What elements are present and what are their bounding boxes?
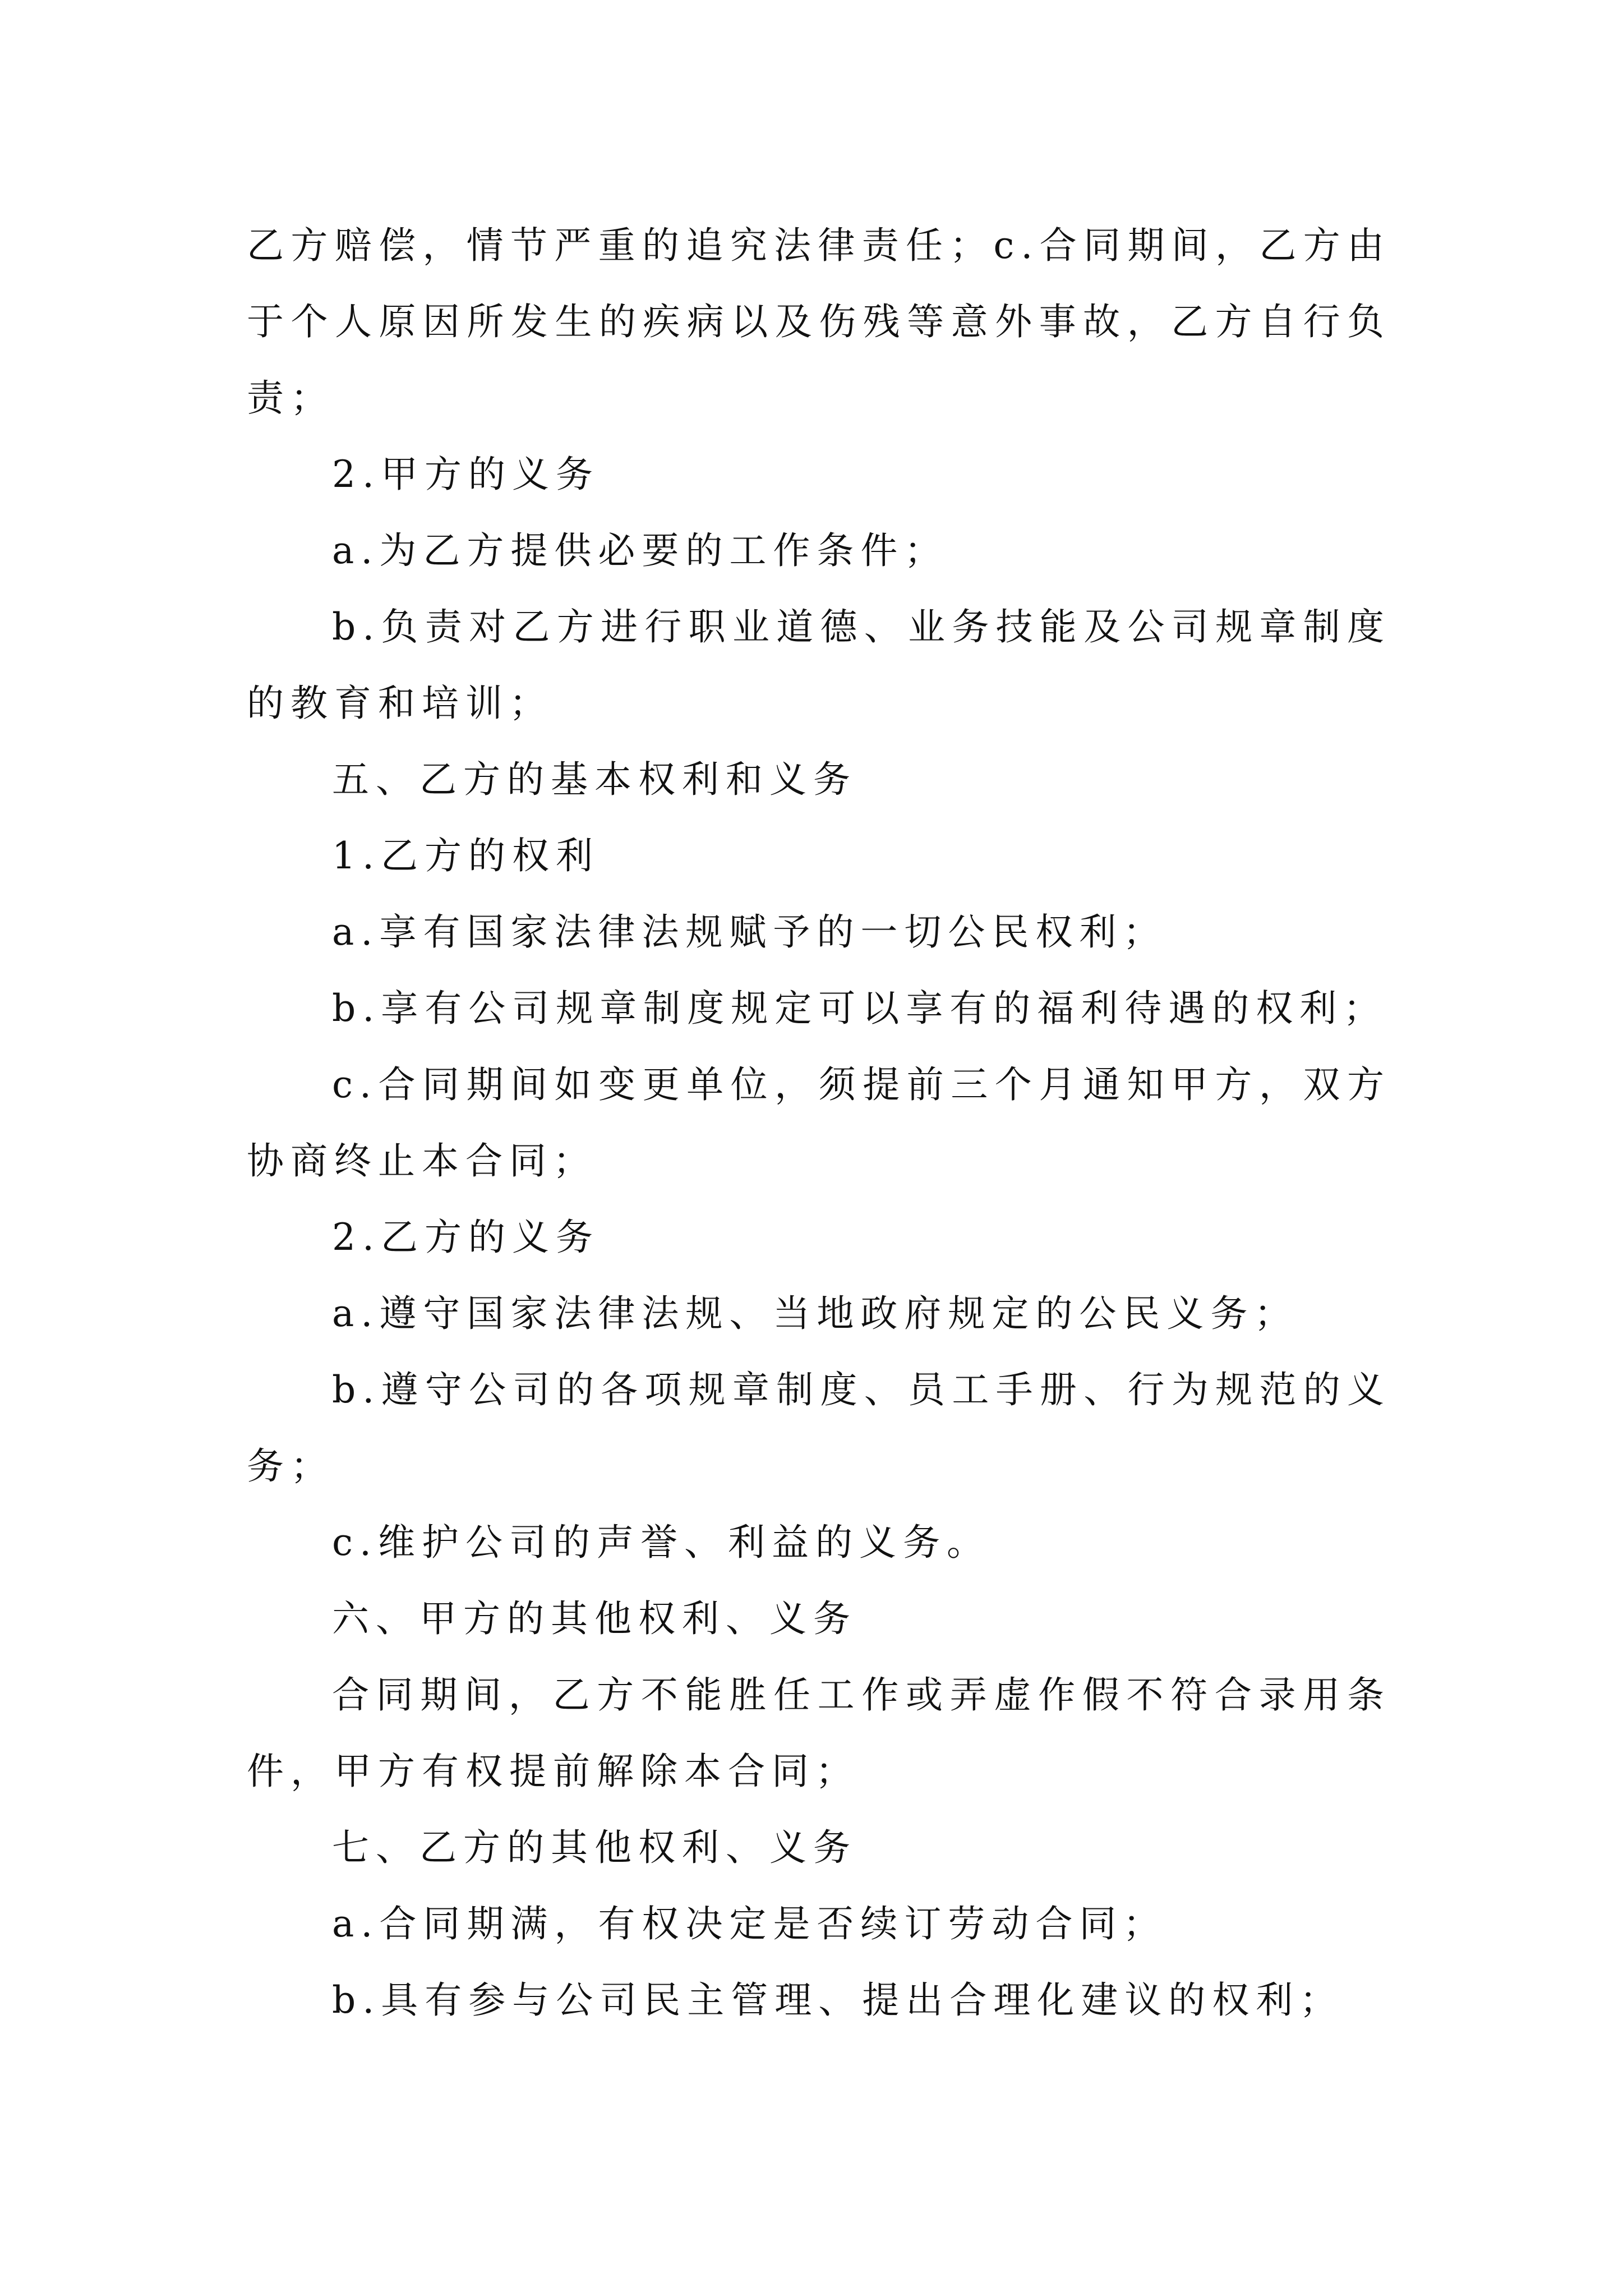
list-item: a.合同期满，有权决定是否续订劳动合同； [332,1902,1167,1945]
list-item: b.具有参与公司民主管理、提出合理化建议的权利； [332,1978,1344,2022]
section-heading-six: 六、甲方的其他权利、义务 [332,1597,857,1640]
list-item: c.维护公司的声誉、利益的义务。 [332,1521,990,1564]
section-heading-five: 五、乙方的基本权利和义务 [332,758,857,801]
paragraph: 合同期间，乙方不能胜任工作或弄虚作假不符合录用条件，甲方有权提前解除本合同； [247,1673,1391,1793]
list-item: a.为乙方提供必要的工作条件； [332,529,948,572]
list-item: b.遵守公司的各项规章制度、员工手册、行为规范的义务； [247,1368,1391,1488]
section-heading-party-a-obligations: 2.甲方的义务 [332,453,600,496]
section-heading-party-b-obligations: 2.乙方的义务 [332,1216,600,1259]
section-heading-seven: 七、乙方的其他权利、义务 [332,1826,857,1869]
list-item: c.合同期间如变更单位，须提前三个月通知甲方，双方协商终止本合同； [247,1063,1391,1182]
section-heading-party-b-rights: 1.乙方的权利 [332,834,600,877]
list-item: a.遵守国家法律法规、当地政府规定的公民义务； [332,1292,1298,1335]
paragraph-continuation: 乙方赔偿，情节严重的追究法律责任；c.合同期间，乙方由于个人原因所发生的疾病以及伤残等意外事故，乙方自行负责； [247,224,1391,420]
list-item: b.享有公司规章制度规定可以享有的福利待遇的权利； [332,987,1387,1030]
document-body [247,208,1391,2039]
list-item: b.负责对乙方进行职业道德、业务技能及公司规章制度的教育和培训； [247,605,1391,725]
list-item: a.享有国家法律法规赋予的一切公民权利； [332,910,1167,954]
